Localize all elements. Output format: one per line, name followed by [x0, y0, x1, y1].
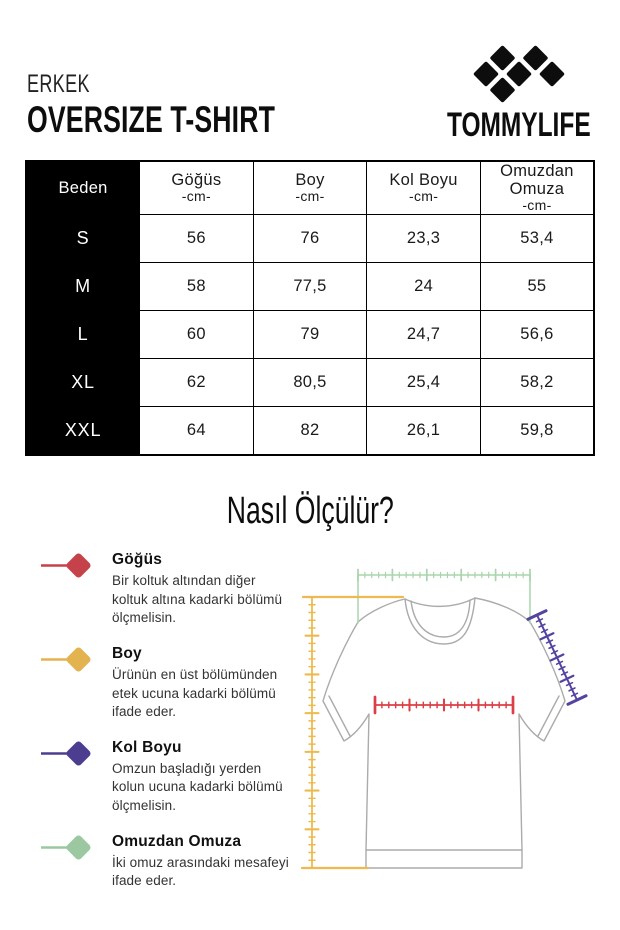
size-label: S	[26, 215, 140, 263]
cell-value: 64	[140, 407, 254, 456]
table-row	[26, 263, 594, 311]
col-header-kol-boyu: Kol Boyu -cm-	[367, 161, 481, 215]
legend-title: Omuzdan Omuza	[112, 832, 242, 850]
legend-description: İki omuz arasındaki mesafeyi ifade eder.	[112, 854, 289, 889]
col-header-gogus: Göğüs -cm-	[140, 161, 254, 215]
table-row	[26, 407, 594, 456]
size-label: XL	[26, 359, 140, 407]
measurement-legend	[40, 551, 292, 891]
size-label: XXL	[26, 407, 140, 456]
sleeve-diamond-icon	[40, 732, 94, 776]
product-title: OVERSIZE T-SHIRT	[27, 99, 276, 140]
cell-value: 59,8	[480, 407, 594, 456]
size-label: M	[26, 263, 140, 311]
legend-description: Bir koltuk altından diğer koltuk altına kadarki bölümü ölçmelisin.	[112, 573, 283, 626]
brand-block	[434, 45, 604, 145]
legend-title: Kol Boyu	[112, 738, 182, 756]
cell-value: 24	[367, 263, 481, 311]
legend-title: Göğüs	[112, 551, 163, 568]
cell-value: 56	[140, 215, 254, 263]
table-header-row	[26, 161, 594, 215]
col-header-beden: Beden	[26, 161, 140, 215]
legend-item-kol-boyu	[40, 739, 292, 816]
chest-diamond-icon	[40, 544, 94, 588]
tshirt-measurement-diagram	[295, 550, 620, 930]
cell-value: 76	[253, 215, 367, 263]
legend-item-boy	[40, 645, 292, 722]
col-header-omuzdan-omuza: Omuzdan Omuza -cm-	[480, 161, 594, 215]
legend-item-gogus	[40, 551, 292, 628]
cell-value: 25,4	[367, 359, 481, 407]
cell-value: 60	[140, 311, 254, 359]
cell-value: 23,3	[367, 215, 481, 263]
cell-value: 56,6	[480, 311, 594, 359]
cell-value: 55	[480, 263, 594, 311]
cell-value: 62	[140, 359, 254, 407]
brand-logo-diamonds-icon	[469, 45, 569, 103]
table-row	[26, 215, 594, 263]
cell-value: 80,5	[253, 359, 367, 407]
cell-value: 26,1	[367, 407, 481, 456]
brand-name: TOMMYLIFE	[447, 106, 591, 144]
length-ruler	[302, 597, 403, 868]
size-label: L	[26, 311, 140, 359]
tshirt-drawing	[323, 598, 565, 868]
table-row	[26, 311, 594, 359]
shoulder-diamond-icon	[40, 826, 94, 870]
chest-ruler	[375, 697, 513, 713]
cell-value: 58	[140, 263, 254, 311]
length-diamond-icon	[40, 638, 94, 682]
cell-value: 24,7	[367, 311, 481, 359]
category-label: ERKEK	[27, 70, 90, 98]
legend-title: Boy	[112, 644, 142, 662]
cell-value: 58,2	[480, 359, 594, 407]
sleeve-ruler	[528, 611, 586, 705]
legend-description: Ürünün en üst bölümünden etek ucuna kadarki bölümü ifade eder.	[112, 666, 278, 720]
how-to-measure-title: Nasıl Ölçülür?	[226, 490, 394, 532]
size-table	[25, 160, 595, 456]
table-row	[26, 359, 594, 407]
col-header-boy: Boy -cm-	[253, 161, 367, 215]
legend-description: Omzun başladığı yerden kolun ucuna kadarki bölümü ölçmelisin.	[112, 760, 283, 813]
legend-item-omuzdan-omuza	[40, 833, 292, 891]
cell-value: 79	[253, 311, 367, 359]
cell-value: 53,4	[480, 215, 594, 263]
cell-value: 82	[253, 407, 367, 456]
cell-value: 77,5	[253, 263, 367, 311]
